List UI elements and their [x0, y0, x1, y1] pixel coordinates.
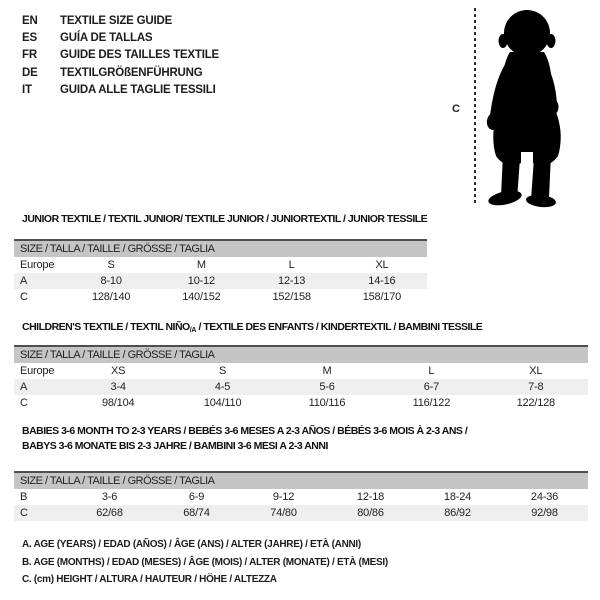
table-cell: 3-4 [66, 379, 170, 395]
table-cell: A [14, 273, 66, 289]
table-cell: 74/80 [240, 505, 327, 521]
table-cell: 7-8 [484, 379, 588, 395]
babies-title-line2: BABYS 3-6 MONATE BIS 2-3 JAHRE / BAMBINI 3-6 MESI A 2-3 ANNI [22, 440, 328, 452]
table-cell: 12-13 [247, 273, 337, 289]
height-measure-label: C [452, 103, 460, 115]
babies-title-line1: BABIES 3-6 MONTH TO 2-3 YEARS / BEBÉS 3-6 MESES A 2-3 AÑOS / BÉBÉS 3-6 MOIS À 2-3 ANS / [22, 425, 468, 437]
table-cell: 9-12 [272, 491, 295, 503]
language-title: GUIDA ALLE TAGLIE TESSILI [60, 83, 216, 96]
babies-table-title [22, 424, 467, 454]
table-cell: 110/116 [308, 397, 346, 409]
table-row [14, 273, 427, 289]
table-cell: 62/68 [66, 505, 153, 521]
language-row-es [22, 30, 219, 47]
table-header-row [14, 240, 427, 257]
children-title-text: CHILDREN'S TEXTILE / TEXTIL NIÑO [22, 321, 190, 333]
table-cell: 24-36 [530, 491, 559, 503]
legend-line-b: B. AGE (MONTHS) / EDAD (MESES) / ÂGE (MOIS) / ALTER (MONATE) / ETÀ (MESI) [22, 556, 388, 568]
junior-table-title: JUNIOR TEXTILE / TEXTIL JUNIOR/ TEXTILE JUNIOR / JUNIORTEXTIL / JUNIOR TESSILE [22, 213, 428, 225]
table-cell: L [288, 259, 295, 271]
table-cell: S [107, 259, 115, 271]
legend-line-a: A. AGE (YEARS) / EDAD (AÑOS) / ÂGE (ANS) / ALTER (JAHRE) / ETÀ (ANNI) [22, 539, 361, 550]
children-size-table [14, 345, 588, 411]
table-cell: L [428, 365, 435, 377]
size-header: SIZE / TALLA / TAILLE / GRÖSSE / TAGLIA [14, 346, 588, 363]
language-title: GUÍA DE TALLAS [60, 32, 153, 45]
table-cell: 4-5 [170, 379, 274, 395]
table-cell: XS [111, 365, 126, 377]
table-row [14, 505, 588, 521]
language-title: TEXTILGRÖßENFÜHRUNG [60, 66, 203, 79]
table-cell: C [20, 291, 28, 303]
table-cell: A [14, 379, 66, 395]
table-cell: 6-7 [379, 379, 483, 395]
table-row [14, 379, 588, 395]
size-header: SIZE / TALLA / TAILLE / GRÖSSE / TAGLIA [14, 240, 427, 257]
children-title-subscript: /A [189, 327, 197, 334]
table-cell: 68/74 [153, 505, 240, 521]
table-header-row [14, 472, 588, 489]
language-row-it [22, 82, 219, 99]
table-row [14, 289, 427, 305]
language-row-fr [22, 47, 219, 64]
legend [22, 536, 388, 589]
table-header-row [14, 346, 588, 363]
table-cell: 80/86 [327, 505, 414, 521]
table-cell: 18-24 [443, 491, 472, 503]
children-title-text: / TEXTILE DES ENFANTS / KINDERTEXTIL / BAMBINI TESSILE [196, 321, 483, 333]
table-row [14, 489, 588, 505]
language-code: FR [22, 49, 37, 62]
table-cell: 152/158 [272, 291, 311, 303]
junior-size-table [14, 239, 427, 305]
table-cell: 128/140 [91, 291, 131, 303]
table-cell: 92/98 [501, 505, 588, 521]
table-row [14, 257, 427, 273]
language-list [22, 13, 219, 99]
table-cell: 12-18 [356, 491, 385, 503]
table-cell: 98/104 [101, 397, 135, 409]
table-cell: M [196, 259, 206, 271]
table-cell: C [14, 505, 66, 521]
table-row [14, 363, 588, 379]
language-title: GUIDE DES TAILLES TEXTILE [60, 49, 219, 62]
table-cell: 86/92 [414, 505, 501, 521]
table-cell: XL [529, 365, 543, 377]
table-cell: 10-12 [156, 273, 246, 289]
table-row [14, 395, 588, 411]
table-cell: 8-10 [66, 273, 156, 289]
table-cell: M [322, 365, 332, 377]
language-row-en [22, 13, 219, 30]
table-cell: 3-6 [101, 491, 118, 503]
table-cell: 14-16 [337, 273, 427, 289]
language-code: DE [22, 66, 38, 79]
language-code: ES [22, 32, 37, 45]
table-cell: S [219, 365, 227, 377]
table-cell: 6-9 [188, 491, 205, 503]
language-title: TEXTILE SIZE GUIDE [60, 15, 173, 27]
children-table-title [22, 321, 482, 334]
table-cell: 5-6 [275, 379, 379, 395]
table-cell: 122/128 [516, 397, 555, 409]
language-row-de [22, 65, 219, 82]
language-code: IT [22, 83, 32, 96]
toddler-silhouette [481, 8, 573, 208]
size-header: SIZE / TALLA / TAILLE / GRÖSSE / TAGLIA [14, 472, 588, 489]
table-cell: Europe [20, 259, 55, 271]
table-cell: C [20, 397, 28, 409]
table-cell: 116/122 [412, 397, 451, 409]
table-cell: XL [375, 259, 389, 271]
table-cell: 140/152 [182, 291, 221, 303]
table-cell: B [20, 491, 28, 503]
legend-line-c: C. (cm) HEIGHT / ALTURA / HAUTEUR / HÖHE / ALTEZZA [22, 574, 277, 585]
table-cell: 104/110 [203, 397, 242, 409]
height-dashed-line [474, 8, 476, 206]
table-cell: 158/170 [362, 291, 402, 303]
table-cell: Europe [20, 365, 55, 377]
language-code: EN [22, 15, 38, 27]
babies-size-table [14, 471, 588, 521]
